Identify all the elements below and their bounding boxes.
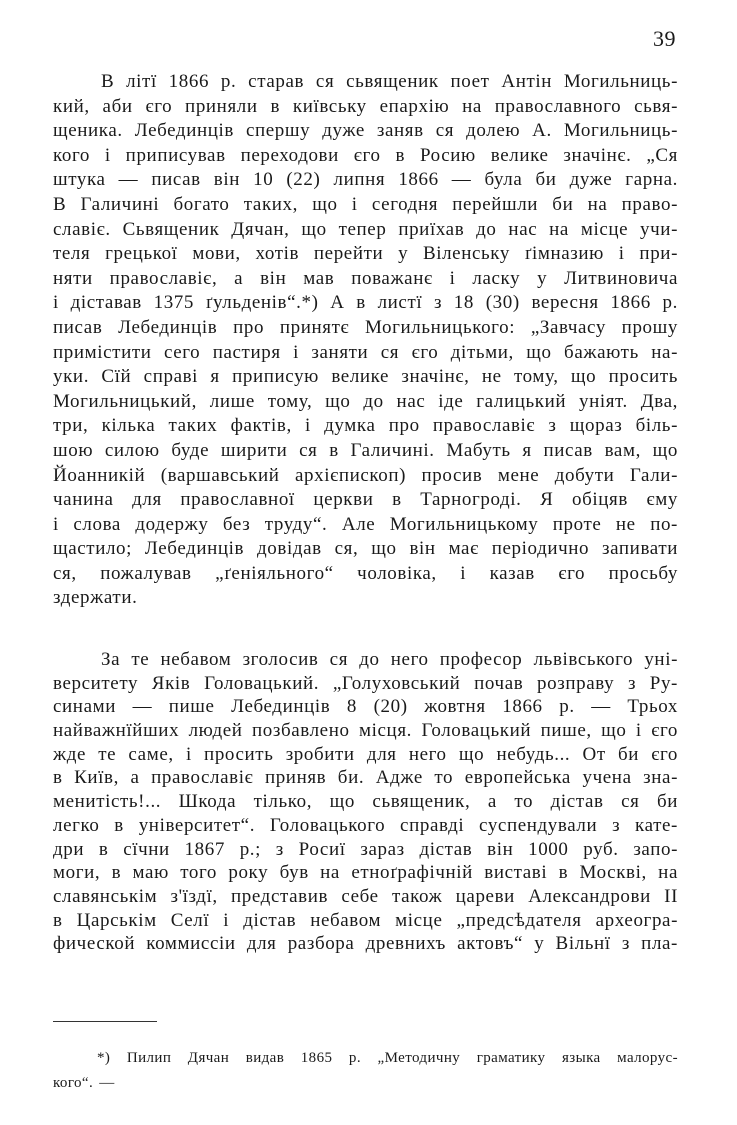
footnote-line: кого“. — [53, 1075, 115, 1091]
text-line: писав Лебединців про принятє Могильницького: „Завчасу прошу [53, 316, 678, 338]
text-line: Могильницький, лише тому, що до нас іде галицький уніят. Два, [53, 390, 678, 412]
text-line: менитість!... Шкода тілько, що сьвященик, а то дістав ся би [53, 791, 678, 813]
paragraph-2 [53, 648, 678, 956]
footnote-line: *) Пилип Дячан видав 1865 р. „Методичну граматику языка малорус- [97, 1050, 678, 1066]
text-line: славіє. Сьвященик Дячан, що тепер приїхав до нас на місце учи- [53, 218, 678, 240]
text-line: уки. Сїй справі я приписую велике значінє, не тому, що просить [53, 366, 678, 388]
page-number: 39 [653, 26, 676, 51]
text-line: За те небавом зголосив ся до него професор львівського уні- [101, 649, 678, 670]
text-line: щеника. Лебединців спершу дуже заняв ся долею А. Могильниць- [53, 120, 678, 142]
text-line: примістити сего пастиря і заняти ся єго дітьми, що бажають на- [53, 341, 678, 363]
text-line: шою силою буде ширити ся в Галичині. Мабуть я писав вам, що [53, 439, 678, 461]
text-line: і діставав 1375 ґульденів“.*) А в листї з 18 (30) вересня 1866 р. [53, 292, 678, 314]
text-line: ся, пожалував „ґеніяльного“ чоловіка, і казав єго просьбу [53, 562, 678, 584]
text-line: славянськім з'їздї, представив себе також цареви Александрови II [53, 885, 678, 907]
footnote-divider [53, 1021, 157, 1022]
text-line: три, кілька таких фактів, і думка про православіє з щораз біль- [53, 415, 678, 437]
text-line: дри в сїчни 1867 р.; з Росиї зараз дістав він 1000 руб. запо- [53, 838, 678, 860]
text-line: кий, аби єго приняли в київську епархію на православного сьвя- [53, 95, 678, 117]
text-line: легко в університет“. Головацького справді суспендували з кате- [53, 814, 678, 836]
text-line: верситету Яків Головацький. „Голуховський почав розправу з Ру- [53, 672, 678, 694]
text-line: Йоанникій (варшавський архієпископ) просив мене добути Гали- [53, 464, 678, 486]
footnote [53, 1046, 678, 1096]
paragraph-1 [53, 70, 678, 611]
text-line: теля грецької мови, хотів перейти у Віленську ґімназию і при- [53, 243, 678, 265]
text-line: фической коммиссіи для разбора древнихъ актовъ“ у Вільнї з пла- [53, 933, 678, 955]
text-line: няти православіє, а він мав поважанє і ласку у Литвиновича [53, 267, 678, 289]
text-line: в Київ, а православіє приняв би. Адже то европейська учена зна- [53, 767, 678, 789]
text-line: і слова додержу без труду“. Але Могильницькому проте не по- [53, 513, 678, 535]
text-line: найважнїйших людей позбавлено місця. Головацький пише, що і єго [53, 720, 678, 742]
text-line: синами — пише Лебединців 8 (20) жовтня 1866 р. — Трьох [53, 696, 678, 718]
text-line: штука — писав він 10 (22) липня 1866 — була би дуже гарна. [53, 169, 678, 191]
text-line: щастило; Лебединців довідав ся, що він має періодично запивати [53, 538, 678, 560]
text-line: жде те саме, і просить зробити для него що небудь... От би єго [53, 743, 678, 765]
text-line: кого і приписував переходови єго в Росию велике значінє. „Ся [53, 144, 678, 166]
text-line: чанина для православної церкви в Тарногроді. Я обіцяв єму [53, 489, 678, 511]
text-line: В Галичині богато таких, що і сегодня перейшли би на право- [53, 193, 678, 215]
text-line: моги, в маю того року був на етноґрафічній виставі в Москві, на [53, 862, 678, 884]
text-line: в Царськім Селї і дістав небавом місце „предсѣдателя археогра- [53, 909, 678, 931]
text-line: здержати. [53, 587, 138, 609]
text-line: В літї 1866 р. старав ся сьвященик поет Антін Могильниць- [101, 71, 678, 92]
